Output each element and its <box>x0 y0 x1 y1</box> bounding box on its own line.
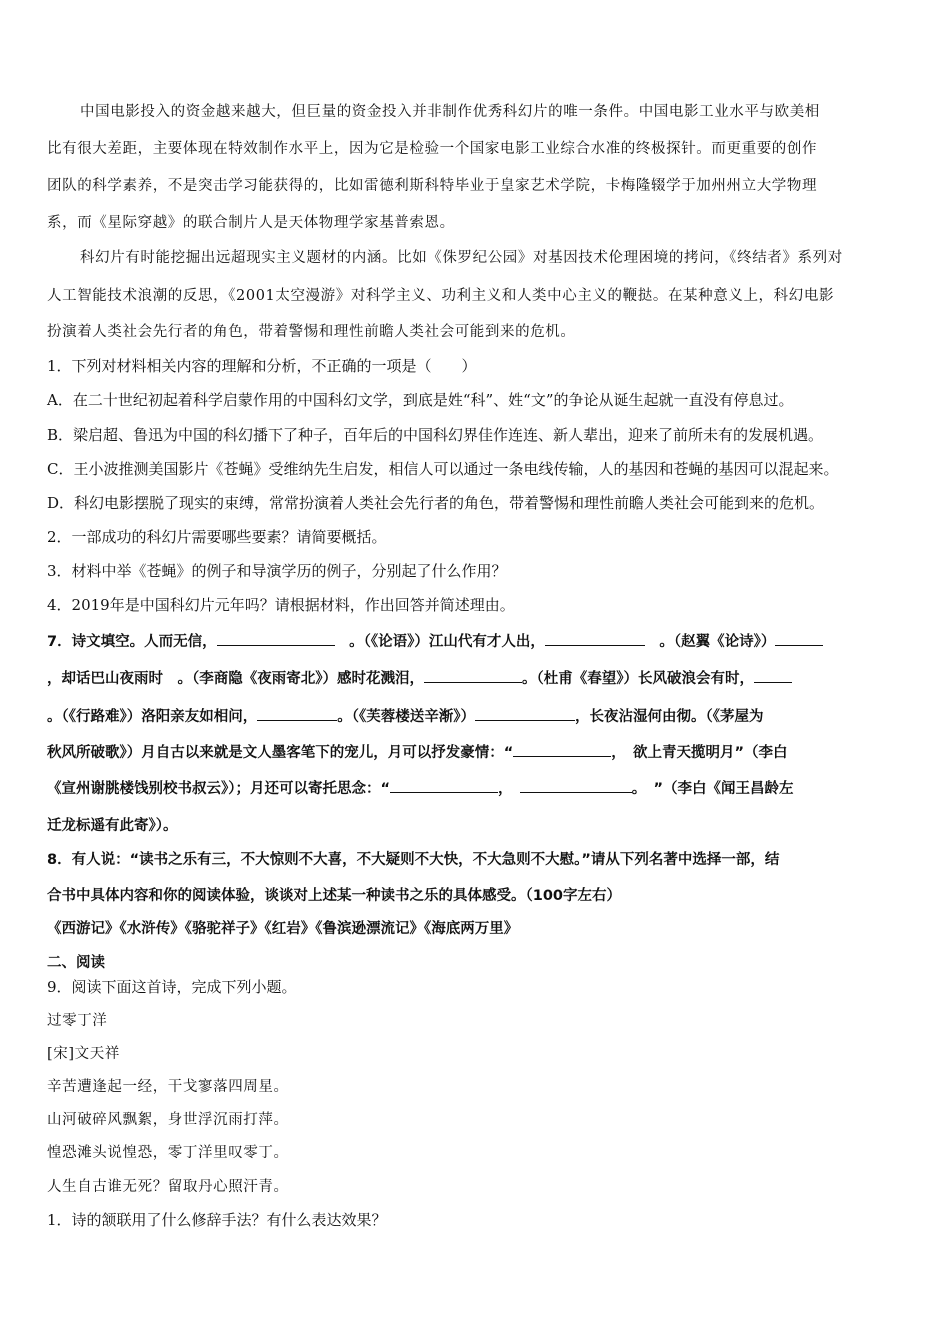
question-8-line: 8．有人说：“读书之乐有三，不大惊则不大喜，不大疑则不大快，不大急则不大慰。”请从下列名著中选择一部，结 <box>47 852 780 868</box>
section-heading: 二、阅读 <box>47 955 105 971</box>
q7-text: 。（杜甫《春望》）长风破浪会有时， <box>522 671 754 687</box>
q7-text: 秋风所破歌》）月自古以来就是文人墨客笔下的宠儿，月可以抒发豪情：“ <box>47 745 514 761</box>
blank[interactable] <box>545 631 645 646</box>
blank[interactable] <box>775 631 823 646</box>
question-7-line <box>47 742 907 763</box>
q7-text: 。 ”（李白《闻王昌龄左 <box>631 781 794 797</box>
blank[interactable] <box>475 706 575 721</box>
poem-line: 惶恐滩头说惶恐，零丁洋里叹零丁。 <box>47 1145 289 1161</box>
q7-text: 。（《行路难》）洛阳亲友如相问， <box>47 709 258 725</box>
q7-text: 。（《芙蓉楼送辛渐》） <box>337 709 475 725</box>
q7-text: ， <box>498 781 506 797</box>
q7-text: 。（赵翼《论诗》） <box>659 634 776 650</box>
q7-text: 《宣州谢朓楼饯别校书叔云》）；月还可以寄托思念：“ <box>47 781 391 797</box>
poem-author: [宋]文天祥 <box>47 1046 120 1062</box>
book-list: 《西游记》《水浒传》《骆驼祥子》《红岩》《鲁滨逊漂流记》《海底两万里》 <box>47 921 519 937</box>
question-9: 9．阅读下面这首诗，完成下列小题。 <box>47 978 297 996</box>
passage-line: 科幻片有时能挖掘出远超现实主义题材的内涵。比如《侏罗纪公园》对基因技术伦理困境的拷问，《终结者》系列对 <box>80 250 843 266</box>
question-2: 2．一部成功的科幻片需要哪些要素？请简要概括。 <box>47 528 387 546</box>
passage-line: 团队的科学素养，不是突击学习能获得的，比如雷德利斯科特毕业于皇家艺术学院，卡梅隆辍学于加州州立大学物理 <box>47 178 818 194</box>
poem-line: 人生自古谁无死？留取丹心照汗青。 <box>47 1179 289 1195</box>
poem-line: 山河破碎风飘絮，身世浮沉雨打萍。 <box>47 1112 289 1128</box>
question-7-line <box>47 706 907 727</box>
blank[interactable] <box>520 778 632 793</box>
option-c: C．王小波推测美国影片《苍蝇》受维纳先生启发，相信人可以通过一条电线传输，人的基因和苍蝇的基因可以混起来。 <box>47 460 839 478</box>
option-b: B．梁启超、鲁迅为中国的科幻播下了种子，百年后的中国科幻界佳作连连、新人辈出，迎来了前所未有的发展机遇。 <box>47 426 824 444</box>
blank[interactable] <box>217 631 335 646</box>
passage-line: 中国电影投入的资金越来越大，但巨量的资金投入并非制作优秀科幻片的唯一条件。中国电影工业水平与欧美相 <box>80 104 820 120</box>
question-7-line <box>47 668 907 689</box>
passage-line: 系，而《星际穿越》的联合制片人是天体物理学家基普索恩。 <box>47 215 455 231</box>
passage-line: 人工智能技术浪潮的反思，《2001太空漫游》对科学主义、功利主义和人类中心主义的鞭挞。在某种意义上，科幻电影 <box>47 288 835 304</box>
passage-line: 扮演着人类社会先行者的角色，带着警惕和理性前瞻人类社会可能到来的危机。 <box>47 324 576 340</box>
question-3: 3．材料中举《苍蝇》的例子和导演学历的例子，分别起了什么作用？ <box>47 562 507 580</box>
blank[interactable] <box>754 668 792 683</box>
blank[interactable] <box>424 668 522 683</box>
q7-text: 。（李商隐《夜雨寄北》）感时花溅泪， <box>177 671 424 687</box>
question-8-line: 合书中具体内容和你的阅读体验，谈谈对上述某一种读书之乐的具体感受。（100字左右） <box>47 888 622 904</box>
question-1-stem: 1．下列对材料相关内容的理解和分析，不正确的一项是（ ） <box>47 357 477 375</box>
blank[interactable] <box>390 778 498 793</box>
question-7-line <box>47 631 907 652</box>
q7-text: ，却话巴山夜雨时 <box>47 671 163 687</box>
question-7-line <box>47 778 907 799</box>
question-7-line: 迁龙标遥有此寄》）。 <box>47 818 178 834</box>
poem-line: 辛苦遭逢起一经，干戈寥落四周星。 <box>47 1079 289 1095</box>
sub-question-1: 1．诗的颔联用了什么修辞手法？有什么表达效果？ <box>47 1211 387 1229</box>
option-a: A．在二十世纪初起着科学启蒙作用的中国科幻文学，到底是姓“科”、姓“文”的争论从诞生起就一直没有停息过。 <box>47 391 794 409</box>
passage-line: 比有很大差距，主要体现在特效制作水平上，因为它是检验一个国家电影工业综合水准的终极探针。而更重要的创作 <box>47 141 818 157</box>
q7-text: ，长夜沾湿何由彻。（《茅屋为 <box>575 709 764 725</box>
poem-title: 过零丁洋 <box>47 1013 108 1029</box>
q7-text: ， 欲上青天揽明月”（李白 <box>611 745 788 761</box>
blank[interactable] <box>513 742 611 757</box>
q7-text: 7．诗文填空。人而无信， <box>47 634 217 650</box>
question-4: 4．2019年是中国科幻片元年吗？请根据材料，作出回答并简述理由。 <box>47 596 515 614</box>
option-d: D．科幻电影摆脱了现实的束缚，常常扮演着人类社会先行者的角色，带着警惕和理性前瞻人类社会可能到来的危机。 <box>47 494 825 512</box>
q7-text: 。（《论语》）江山代有才人出， <box>349 634 545 650</box>
blank[interactable] <box>257 706 337 721</box>
